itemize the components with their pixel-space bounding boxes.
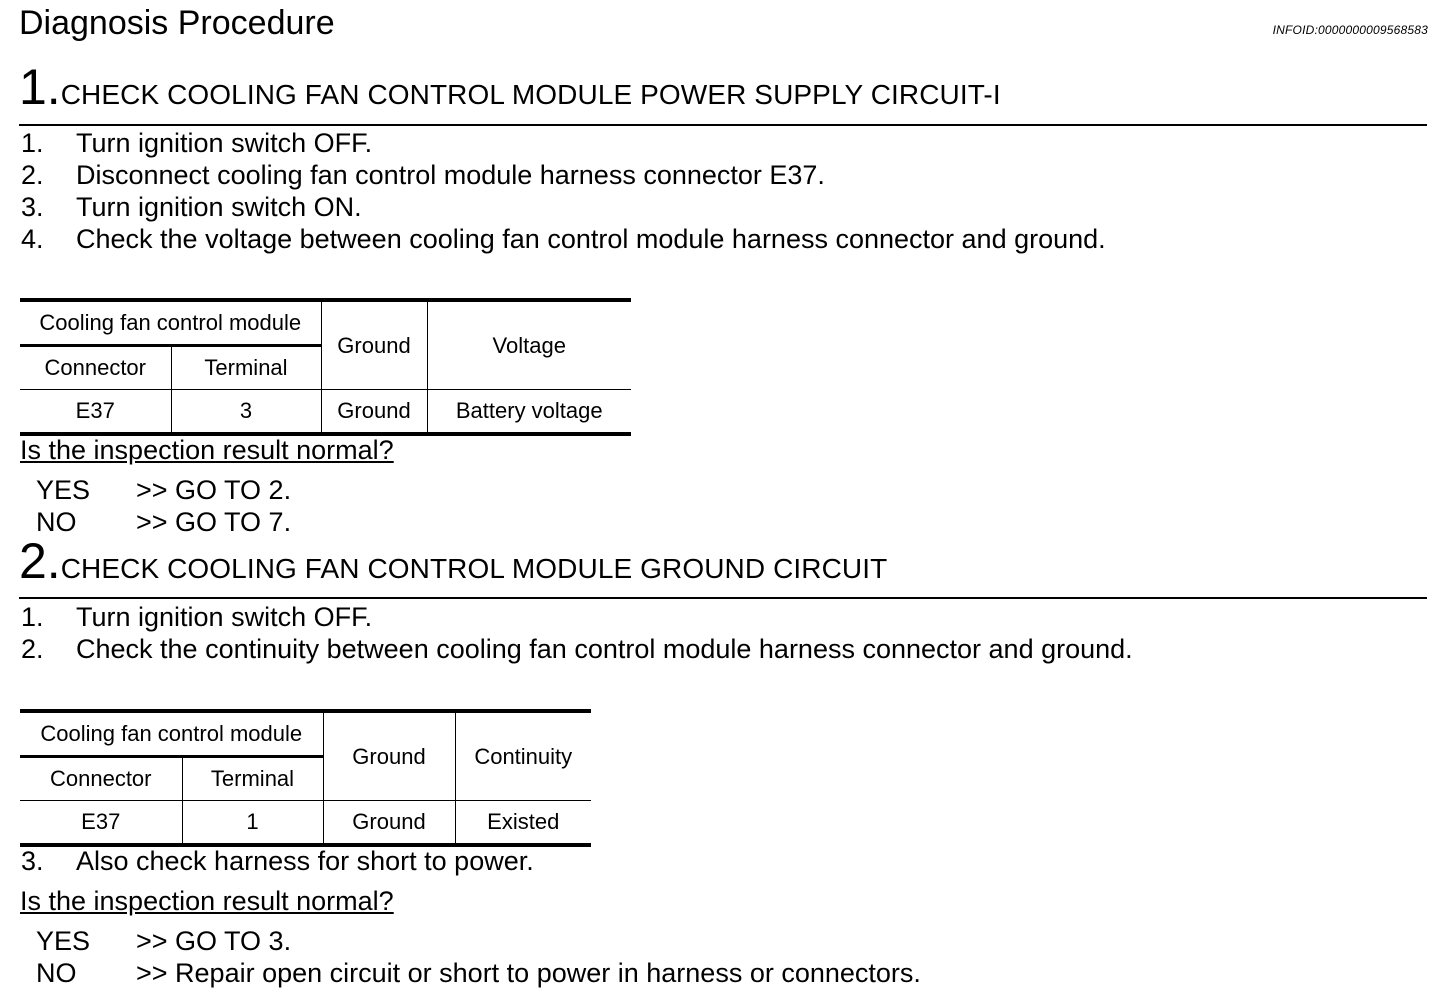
- table-header-ground: Ground: [323, 711, 455, 801]
- table-header-ground: Ground: [321, 300, 427, 390]
- table-group-header: Cooling fan control module: [20, 300, 321, 346]
- table-cell-ground: Ground: [323, 801, 455, 846]
- table-cell-terminal: 3: [171, 390, 321, 435]
- step-2-question: Is the inspection result normal?: [20, 886, 394, 916]
- table-header-continuity: Continuity: [455, 711, 591, 801]
- table-group-header: Cooling fan control module: [20, 711, 323, 757]
- table-cell-continuity: Existed: [455, 801, 591, 846]
- step-1-voltage-table: [20, 298, 631, 436]
- table-header-voltage: Voltage: [427, 300, 631, 390]
- step-2-instruction: 2. Check the continuity between cooling fan control module harness connector and ground.: [21, 634, 1133, 664]
- step-2-heading: [19, 533, 888, 589]
- table-cell-voltage: Battery voltage: [427, 390, 631, 435]
- info-id: INFOID:0000000009568583: [1272, 23, 1428, 37]
- step-2-instruction: 3. Also check harness for short to power.: [21, 846, 534, 876]
- table-cell-connector: E37: [20, 390, 171, 435]
- step-1-instruction: 2. Disconnect cooling fan control module harness connector E37.: [21, 160, 825, 190]
- table-cell-connector: E37: [20, 801, 182, 846]
- step-1-instruction: 4. Check the voltage between cooling fan control module harness connector and ground.: [21, 224, 1106, 254]
- step-2-answer-no: NO >> Repair open circuit or short to power in harness or connectors.: [36, 958, 921, 988]
- step-1-title: CHECK COOLING FAN CONTROL MODULE POWER SUPPLY CIRCUIT-I: [60, 79, 1001, 110]
- step-1-instruction: 3. Turn ignition switch ON.: [21, 192, 362, 222]
- table-header-terminal: Terminal: [182, 757, 323, 801]
- step-1-answer-yes: YES >> GO TO 2.: [36, 475, 292, 505]
- step-2-divider: [19, 597, 1427, 599]
- step-2-continuity-table: [20, 709, 591, 847]
- table-header-connector: Connector: [20, 346, 171, 390]
- step-1-instruction: 1. Turn ignition switch OFF.: [21, 128, 373, 158]
- table-cell-ground: Ground: [321, 390, 427, 435]
- table-row: [20, 390, 631, 435]
- step-1-number: 1.: [19, 59, 61, 115]
- step-2-instruction: 1. Turn ignition switch OFF.: [21, 602, 373, 632]
- step-1-divider: [19, 124, 1427, 126]
- page-title: Diagnosis Procedure: [19, 4, 335, 42]
- table-cell-terminal: 1: [182, 801, 323, 846]
- step-2-title: CHECK COOLING FAN CONTROL MODULE GROUND CIRCUIT: [60, 553, 888, 584]
- table-header-terminal: Terminal: [171, 346, 321, 390]
- step-1-question: Is the inspection result normal?: [20, 435, 394, 465]
- step-1-heading: [19, 59, 1001, 115]
- step-2-answer-yes: YES >> GO TO 3.: [36, 926, 292, 956]
- step-1-answer-no: NO >> GO TO 7.: [36, 507, 292, 537]
- table-header-connector: Connector: [20, 757, 182, 801]
- table-row: [20, 801, 591, 846]
- step-2-number: 2.: [19, 533, 61, 589]
